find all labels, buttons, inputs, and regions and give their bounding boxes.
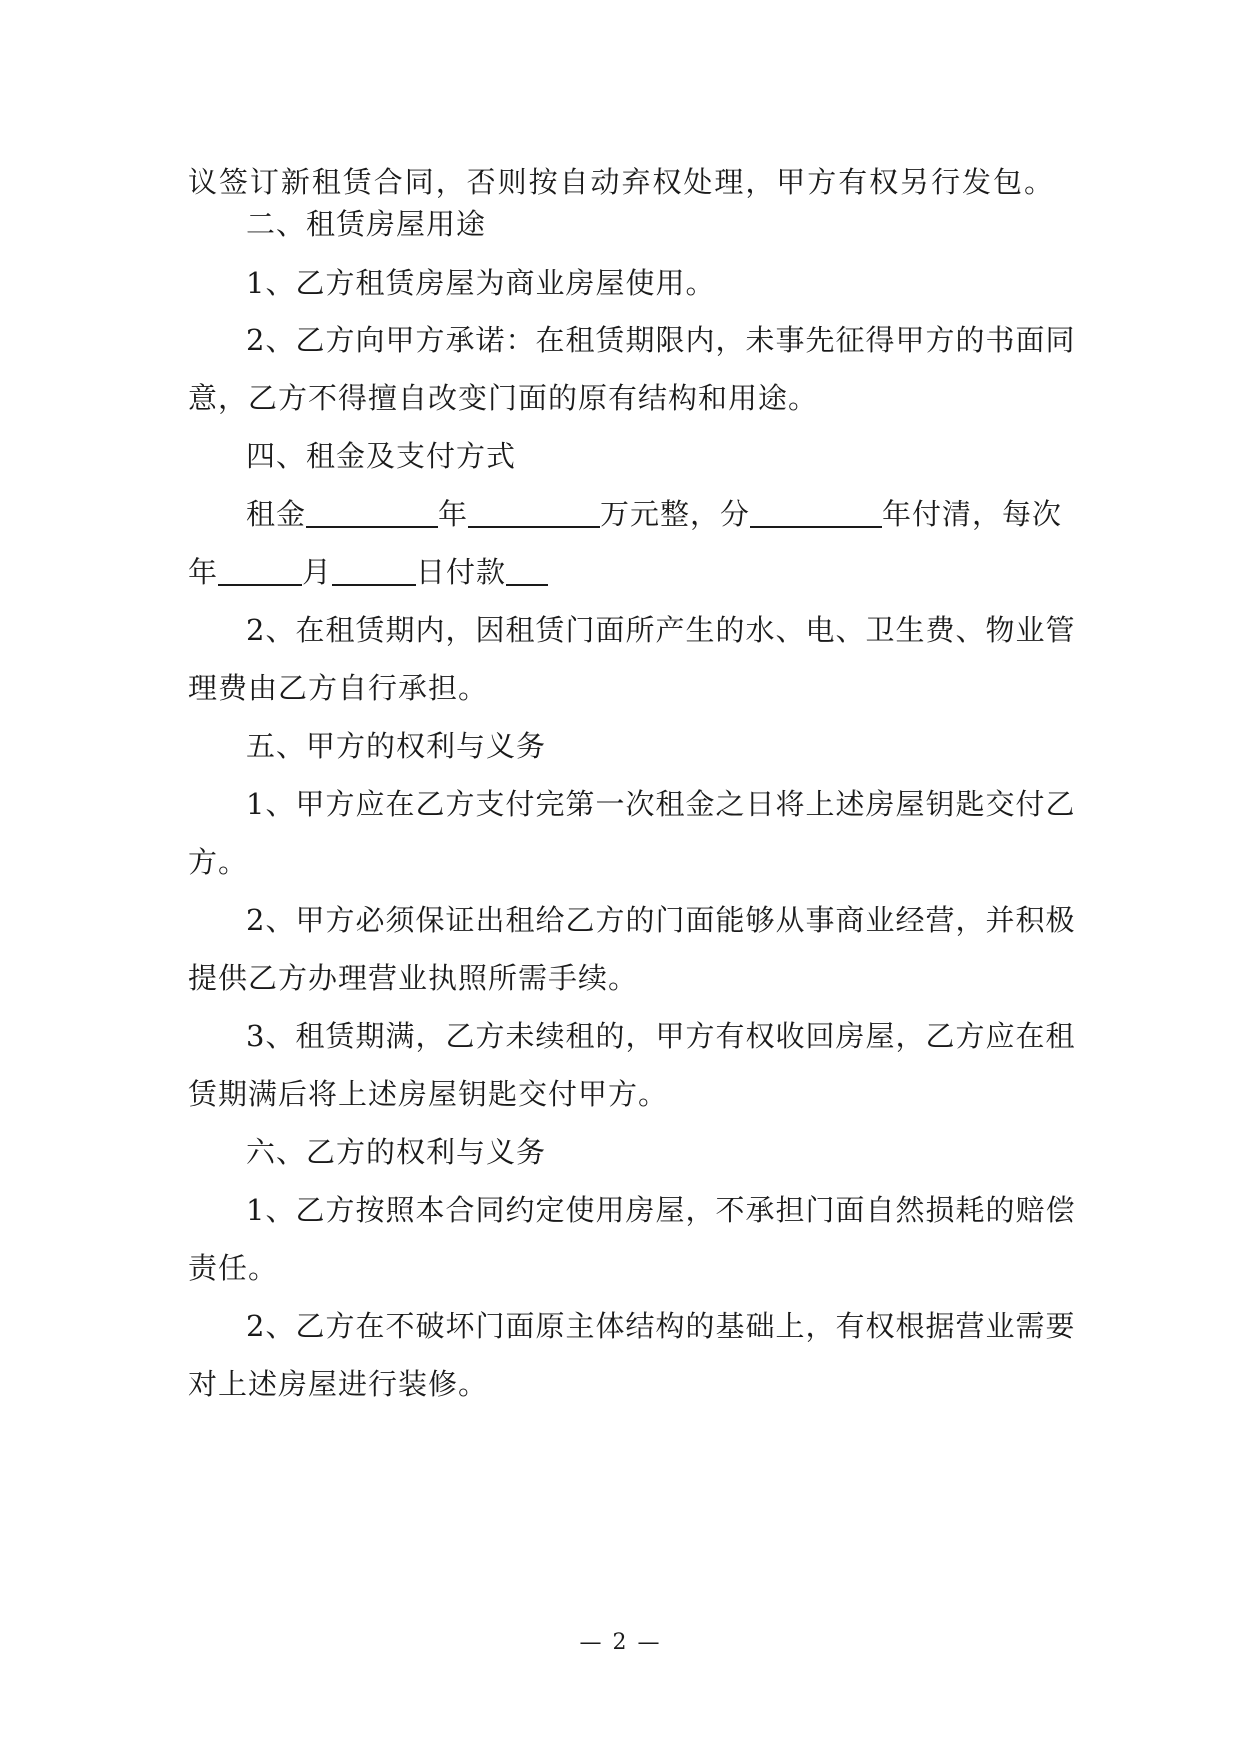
- blank-field[interactable]: [750, 496, 882, 528]
- section-heading: 五、甲方的权利与义务: [246, 729, 547, 763]
- section-heading: 二、租赁房屋用途: [246, 207, 487, 241]
- paragraph-line: 意，乙方不得擅自改变门面的原有结构和用途。: [188, 381, 819, 415]
- blank-field[interactable]: [506, 554, 548, 586]
- paragraph-line: 3、租赁期满，乙方未续租的，甲方有权收回房屋，乙方应在租: [246, 1019, 1076, 1053]
- paragraph-line: 方。: [188, 845, 249, 879]
- blank-field[interactable]: [468, 496, 600, 528]
- section-heading: 四、租金及支付方式: [246, 439, 517, 473]
- month-label: 月: [302, 555, 333, 589]
- rent-amount-label: 万元整，分: [600, 497, 751, 531]
- section-heading: 六、乙方的权利与义务: [246, 1135, 547, 1169]
- paragraph-line: 1、乙方按照本合同约定使用房屋，不承担门面自然损耗的赔偿: [246, 1193, 1076, 1227]
- paragraph-line: 1、乙方租赁房屋为商业房屋使用。: [246, 266, 716, 300]
- day-label: 日付款: [416, 555, 507, 589]
- paragraph-line: 理费由乙方自行承担。: [188, 671, 489, 705]
- rent-date-line: [188, 552, 548, 592]
- paragraph-line: 1、甲方应在乙方支付完第一次租金之日将上述房屋钥匙交付乙: [246, 787, 1076, 821]
- year-label: 年: [188, 555, 219, 589]
- rent-pay-label: 年付清，每次: [882, 497, 1063, 531]
- rent-label: 租金: [246, 497, 307, 531]
- paragraph-line: 对上述房屋进行装修。: [188, 1367, 489, 1401]
- paragraph-line: 提供乙方办理营业执照所需手续。: [188, 961, 639, 995]
- rent-terms-line: [246, 494, 1063, 534]
- paragraph-line: 议签订新租赁合同，否则按自动弃权处理，甲方有权另行发包。: [188, 165, 1054, 199]
- page-number: — 2 —: [579, 1630, 662, 1655]
- paragraph-line: 2、乙方在不破坏门面原主体结构的基础上，有权根据营业需要: [246, 1309, 1076, 1343]
- blank-field[interactable]: [332, 554, 416, 586]
- paragraph-line: 2、乙方向甲方承诺：在租赁期限内，未事先征得甲方的书面同: [246, 323, 1076, 357]
- paragraph-line: 赁期满后将上述房屋钥匙交付甲方。: [188, 1077, 669, 1111]
- paragraph-line: 责任。: [188, 1251, 279, 1285]
- paragraph-line: 2、在租赁期内，因租赁门面所产生的水、电、卫生费、物业管: [246, 613, 1076, 647]
- rent-year-label: 年: [438, 497, 469, 531]
- paragraph-line: 2、甲方必须保证出租给乙方的门面能够从事商业经营，并积极: [246, 903, 1076, 937]
- blank-field[interactable]: [306, 496, 438, 528]
- blank-field[interactable]: [218, 554, 302, 586]
